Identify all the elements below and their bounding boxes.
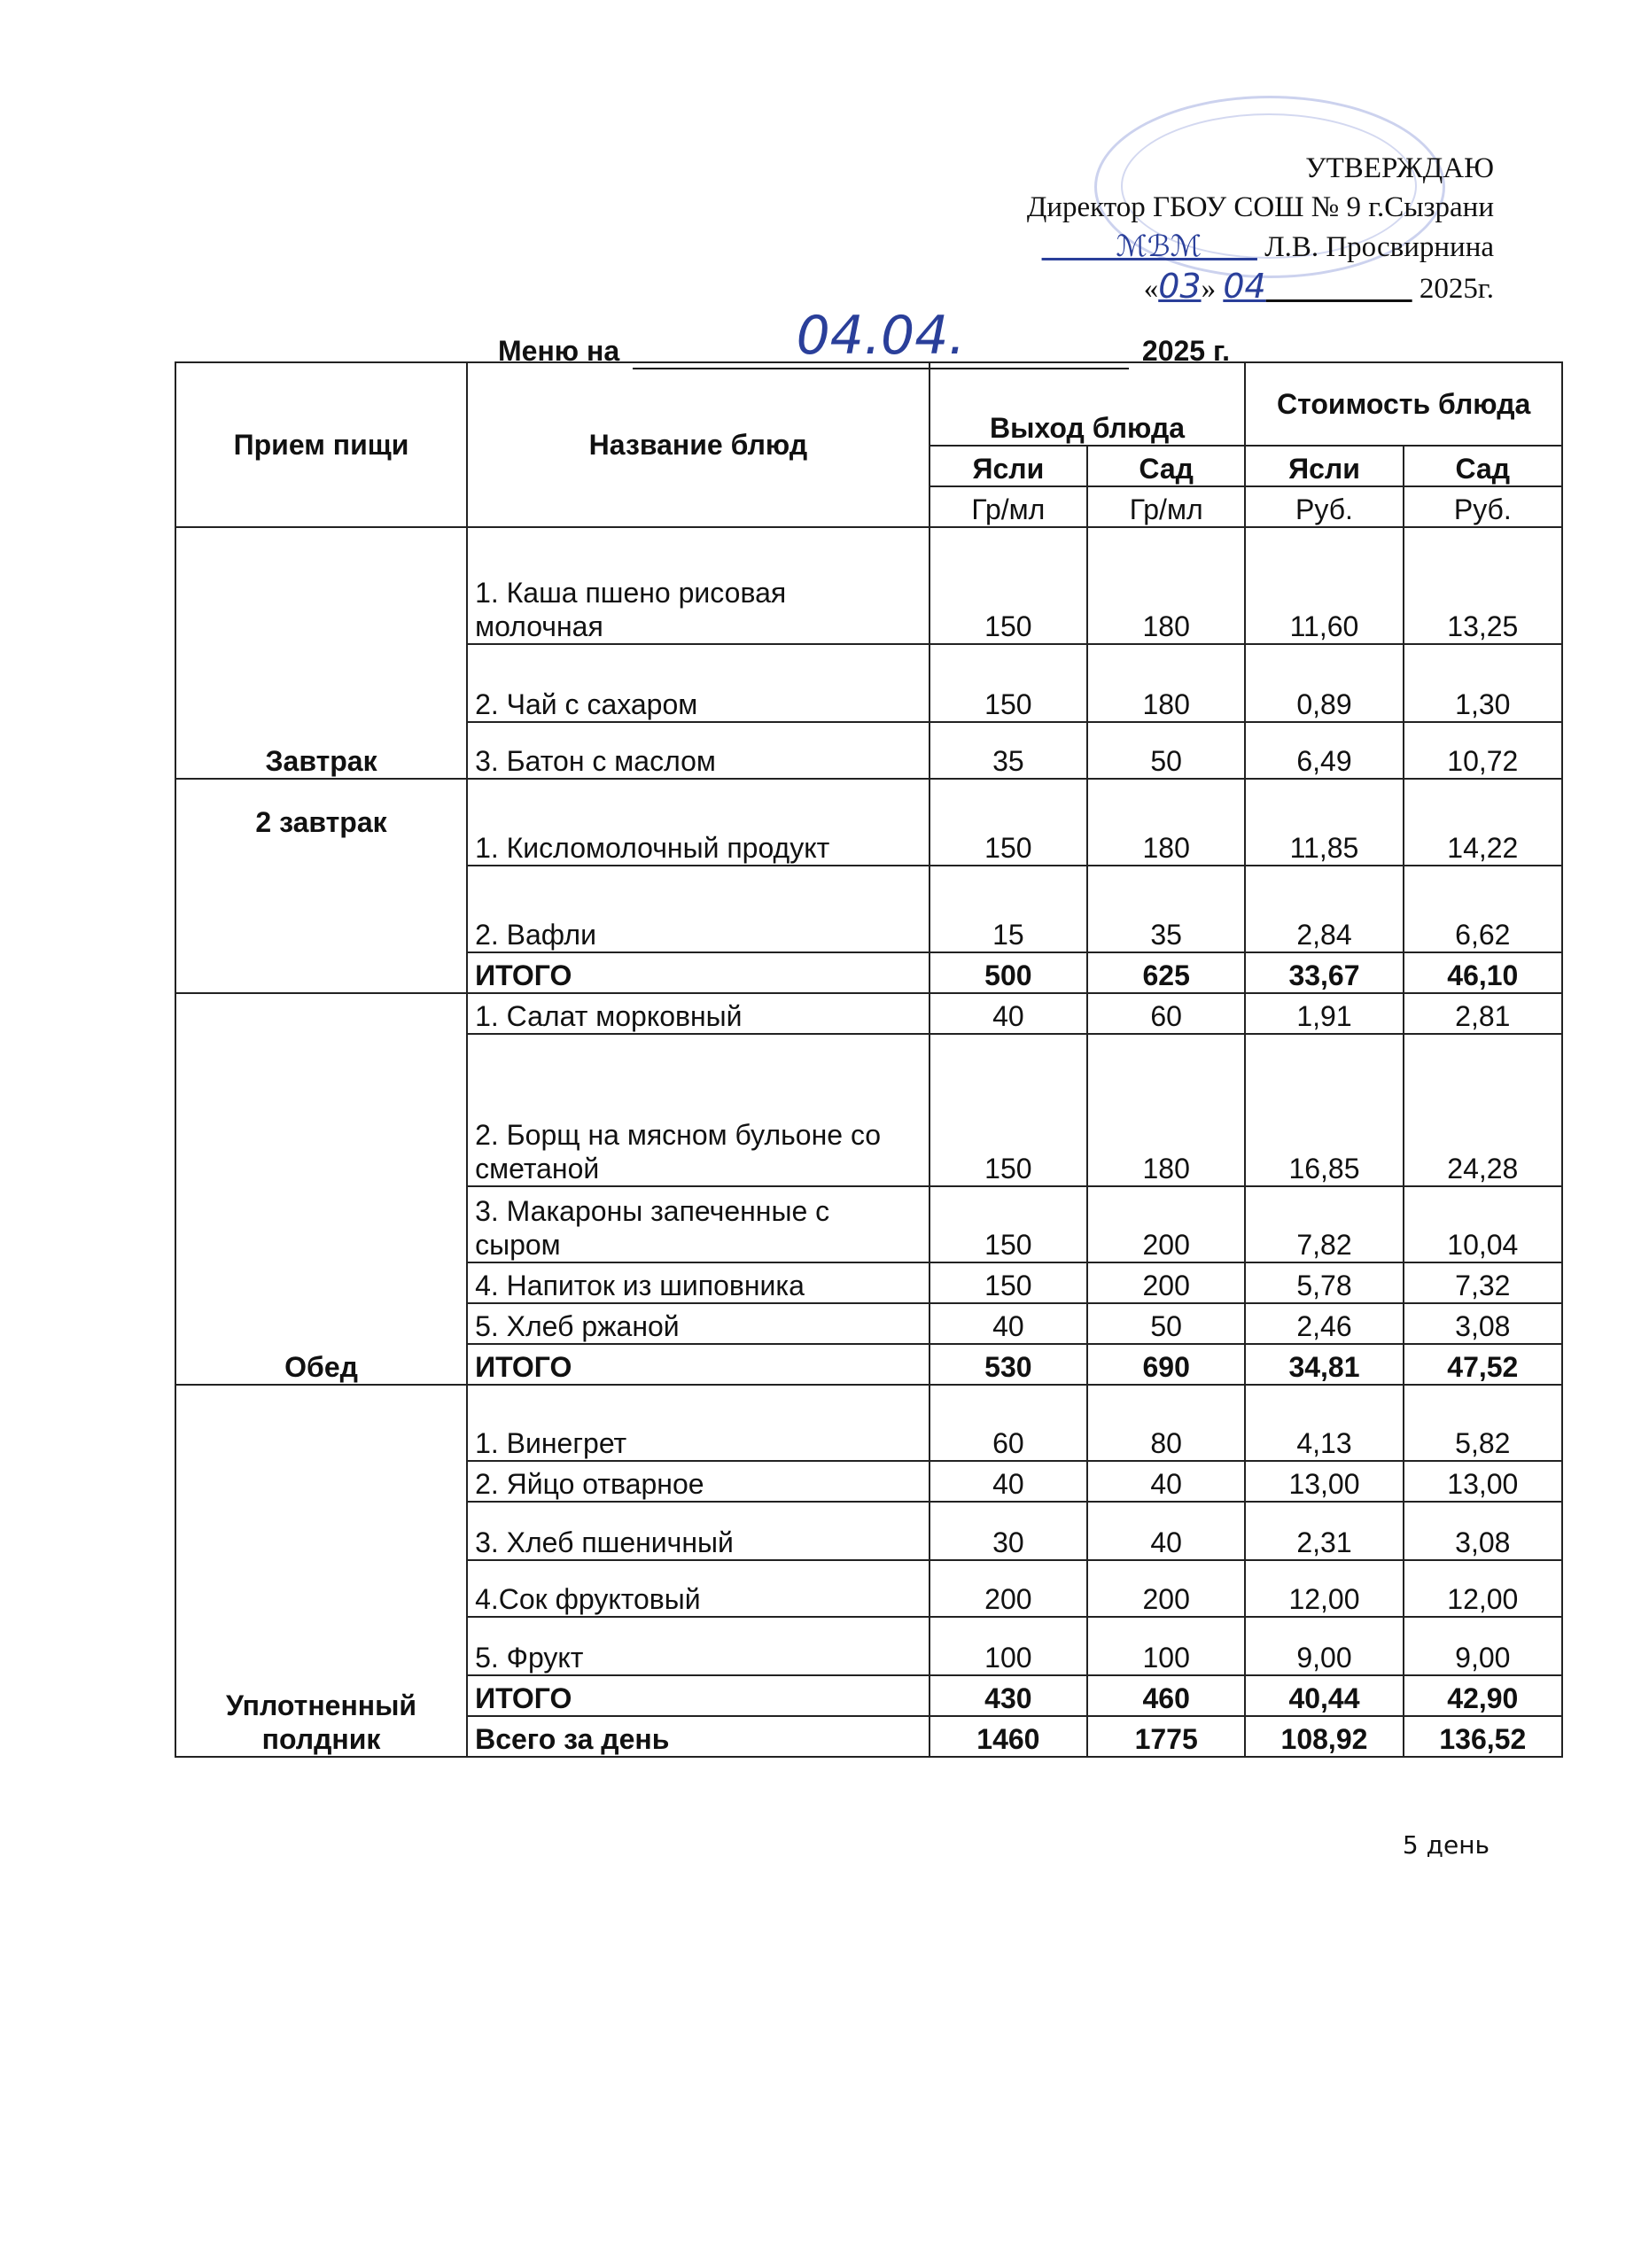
table-row: 2. Чай с сахаром 150 180 0,89 1,30	[175, 644, 1562, 722]
table-row: 3. Макароны запеченные с сыром 150 200 7,82 10,04	[175, 1186, 1562, 1262]
approval-date-year: 2025г.	[1419, 273, 1494, 305]
table-row: 3. Хлеб пшеничный 30 40 2,31 3,08	[175, 1502, 1562, 1560]
header-cost-garden: Сад	[1404, 446, 1562, 486]
approval-date-line: «03» 04 2025г.	[1143, 267, 1494, 306]
table-row: 2. Вафли 15 35 2,84 6,62	[175, 866, 1562, 952]
table-row-total: ИТОГО 500 625 33,67 46,10	[175, 952, 1562, 993]
header-unit-g-2: Гр/мл	[1087, 486, 1245, 527]
menu-title-suffix: 2025 г.	[1141, 335, 1230, 367]
table-row-total: ИТОГО 530 690 34,81 47,52	[175, 1344, 1562, 1385]
table-row: 2. Борщ на мясном бульоне со сметаной 150 180 16,85 24,28	[175, 1034, 1562, 1186]
header-yield-nursery: Ясли	[930, 446, 1087, 486]
header-unit-g-1: Гр/мл	[930, 486, 1087, 527]
approval-date-month: 04	[1223, 267, 1266, 306]
approval-position: Директор ГБОУ СОШ № 9 г.Сызрани	[1026, 191, 1494, 223]
header-yield: Выход блюда	[930, 362, 1246, 446]
approval-date-day: 03	[1158, 267, 1202, 306]
menu-title-prefix: Меню на	[498, 335, 620, 367]
table-row: 2. Яйцо отварное 40 40 13,00 13,00	[175, 1461, 1562, 1502]
approval-title: УТВЕРЖДАЮ	[1305, 152, 1494, 184]
header-dish: Название блюд	[467, 362, 930, 527]
table-row-day-total: Всего за день 1460 1775 108,92 136,52	[175, 1716, 1562, 1757]
table-row: 4. Напиток из шиповника 150 200 5,78 7,32	[175, 1262, 1562, 1303]
page-footer-day: 5 день	[1402, 1830, 1490, 1860]
approval-block	[874, 149, 1494, 308]
approval-signature-line	[874, 227, 1494, 267]
meal-lunch: Обед	[175, 993, 467, 1385]
table-row: Завтрак 1. Каша пшено рисовая молочная 150 180 11,60 13,25	[175, 527, 1562, 644]
table-row: 5. Хлеб ржаной 40 50 2,46 3,08	[175, 1303, 1562, 1344]
table-row: Обед 1. Салат морковный 40 60 1,91 2,81	[175, 993, 1562, 1034]
meal-second-breakfast: 2 завтрак	[175, 779, 467, 993]
table-row: 3. Батон с маслом 35 50 6,49 10,72	[175, 722, 1562, 779]
meal-breakfast: Завтрак	[175, 527, 467, 779]
handwritten-signature: ℳℬℳ	[1041, 229, 1257, 263]
signature-name: Л.В. Просвирнина	[1264, 231, 1494, 263]
header-cost-nursery: Ясли	[1245, 446, 1403, 486]
header-unit-rub-1: Руб.	[1245, 486, 1403, 527]
header-unit-rub-2: Руб.	[1404, 486, 1562, 527]
table-row: Уплотненный полдник 1. Винегрет 60 80 4,13 5,82	[175, 1385, 1562, 1461]
table-row-total: ИТОГО 430 460 40,44 42,90	[175, 1675, 1562, 1716]
menu-date-handwritten: 04.04.	[796, 305, 966, 367]
table-row: 5. Фрукт 100 100 9,00 9,00	[175, 1617, 1562, 1675]
menu-table	[175, 361, 1563, 1758]
meal-afternoon-snack: Уплотненный полдник	[175, 1385, 467, 1757]
table-row: 2 завтрак 1. Кисломолочный продукт 150 180 11,85 14,22	[175, 779, 1562, 866]
header-meal: Прием пищи	[175, 362, 467, 527]
header-yield-garden: Сад	[1087, 446, 1245, 486]
table-row: 4.Сок фруктовый 200 200 12,00 12,00	[175, 1560, 1562, 1617]
header-cost: Стоимость блюда	[1245, 362, 1562, 446]
